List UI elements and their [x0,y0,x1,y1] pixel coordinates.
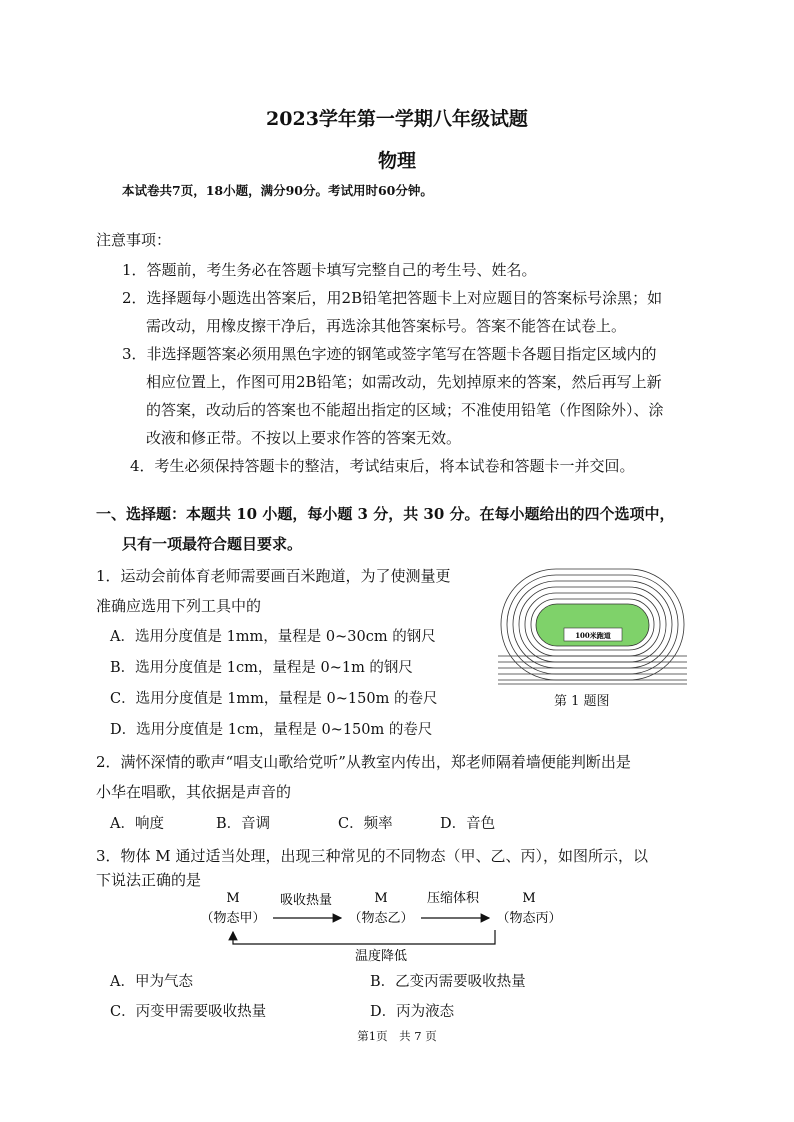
q2-option-a: A．响度 [110,816,164,832]
q2-stem-cont: 小华在唱歌，其依据是声音的 [96,783,292,801]
notice-item: 需改动，用橡皮擦干净后，再选涂其他答案标号。答案不能答在试卷上。 [146,317,627,335]
subject-title: 物理 [377,150,416,172]
notice-item: 改液和修正带。不按以上要求作答的答案无效。 [146,429,462,447]
q1-option-b: B．选用分度值是 1cm，量程是 0~1m 的钢尺 [110,660,413,676]
q3-option-a: A．甲为气态 [110,974,193,990]
exam-title: 2023学年第一学期八年级试题 [266,108,528,130]
arrow-label-compress: 压缩体积 [426,891,480,906]
notice-item: 3．非选择题答案必须用黑色字迹的钢笔或签字笔写在答题卡各题目指定区域内的 [122,345,657,363]
q3-option-b: B．乙变丙需要吸收热量 [370,974,526,990]
m-label-3: M [522,891,536,906]
state-change-diagram [195,886,565,966]
q1-option-c: C．选用分度值是 1mm，量程是 0~150m 的卷尺 [110,691,438,707]
q3-option-c: C．丙变甲需要吸收热量 [110,1004,267,1020]
q3-option-d: D．丙为液态 [370,1004,455,1020]
notice-item: 4．考生必须保持答题卡的整洁，考试结束后，将本试卷和答题卡一并交回。 [130,457,635,475]
q2-option-d: D．音色 [440,816,496,832]
q2-stem: 2．满怀深情的歌声“唱支山歌给党听”从教室内传出，郑老师隔着墙便能判断出是 [96,753,631,771]
q3-stem: 3．物体 M 通过适当处理，出现三种常见的不同物态（甲、乙、丙），如图所示，以 [96,847,648,865]
q1-stem: 1．运动会前体育老师需要画百米跑道，为了使测量更 [96,567,451,585]
exam-info: 本试卷共7页，18小题，满分90分。考试用时60分钟。 [122,183,433,198]
page-footer: 第1页 共 7 页 [357,1029,437,1043]
q3-stem-cont: 下说法正确的是 [96,871,202,889]
q1-option-a: A．选用分度值是 1mm，量程是 0~30cm 的钢尺 [110,629,436,645]
q1-option-d: D．选用分度值是 1cm，量程是 0~150m 的卷尺 [110,722,433,738]
state-bing: （物态丙） [496,911,562,926]
arrow-back-icon [233,930,495,944]
notice-item: 的答案，改动后的答案也不能超出指定的区域；不准使用铅笔（作图除外）、涂 [146,401,664,419]
arrow-label-absorb-heat: 吸收热量 [279,893,333,908]
section-heading: 一、选择题：本题共 10 小题，每小题 3 分，共 30 分。在每小题给出的四个选项中， [96,505,675,523]
state-jia: （物态甲） [200,911,266,926]
figure-caption: 第 1 题图 [554,694,610,709]
notice-item: 2．选择题每小题选出答案后，用2B铅笔把答题卡上对应题目的答案标号涂黑；如 [122,289,663,307]
running-track-figure [498,566,687,686]
q2-option-b: B．音调 [216,816,271,832]
section-heading-cont: 只有一项最符合题目要求。 [122,535,303,553]
track-label: 100米跑道 [575,631,611,640]
notice-item: 1．答题前，考生务必在答题卡填写完整自己的考生号、姓名。 [122,261,537,279]
state-yi: （物态乙） [348,911,414,926]
notice-item: 相应位置上，作图可用2B铅笔；如需改动，先划掉原来的答案，然后再写上新 [146,373,662,391]
notice-heading: 注意事项： [96,231,172,249]
m-label-2: M [374,891,388,906]
q2-option-c: C．频率 [338,816,393,832]
q1-stem-cont: 准确应选用下列工具中的 [96,597,262,615]
m-label-1: M [226,891,240,906]
arrow-label-cool: 温度降低 [354,949,408,964]
